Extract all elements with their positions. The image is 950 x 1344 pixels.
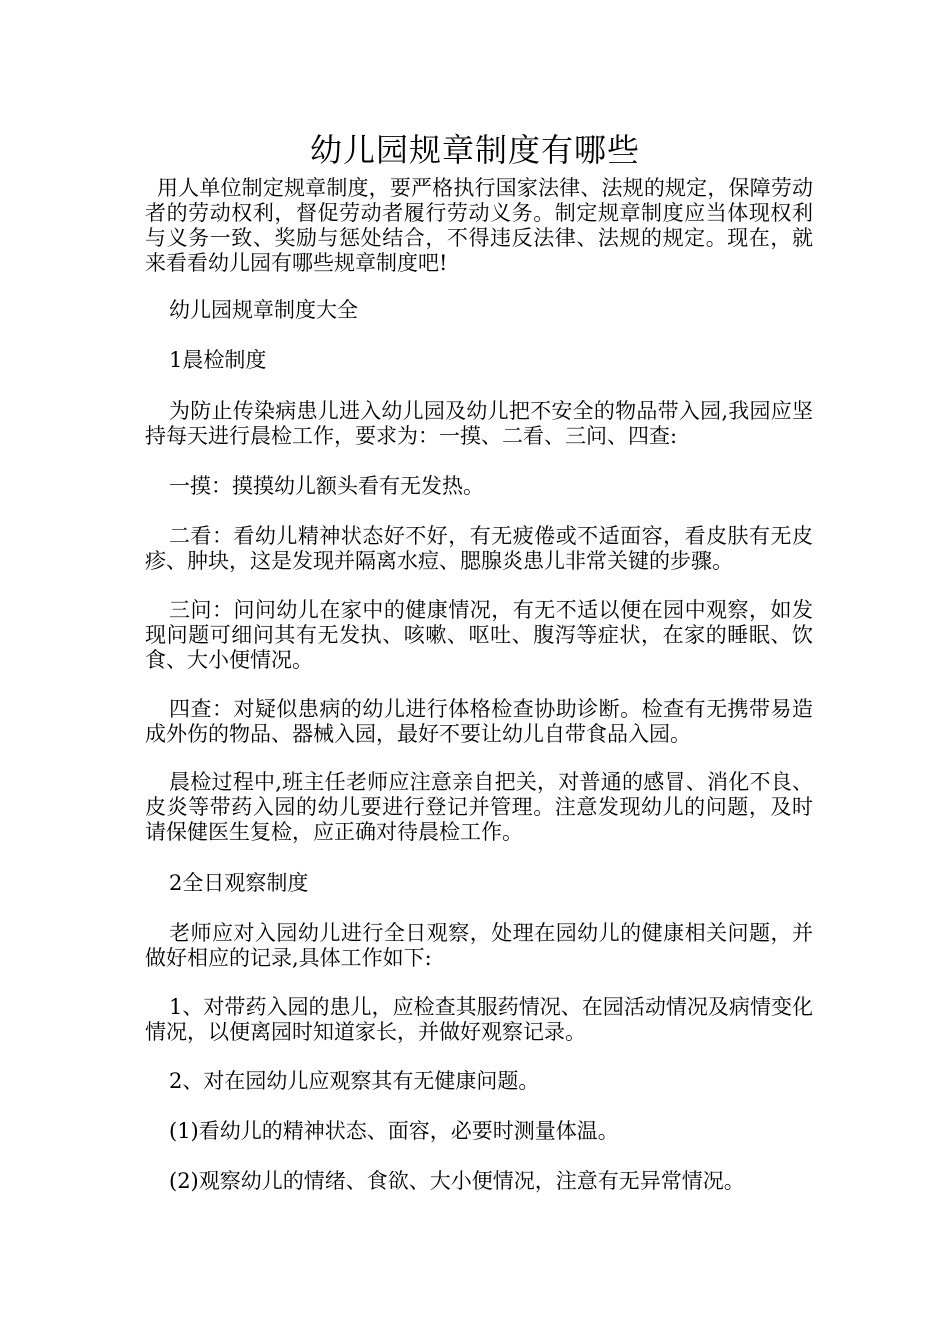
sub-item-2: (2)观察幼儿的情绪、食欲、大小便情况，注意有无异常情况。: [169, 1169, 745, 1193]
ask-paragraph: 三问：问问幼儿在家中的健康情况，有无不适以便在园中观察，如发现问题可细问其有无发执、咳嗽、呕吐、腹泻等症状，在家的睡眠、饮食、大小便情况。: [145, 598, 813, 672]
daily-observation-paragraph: 老师应对入园幼儿进行全日观察，处理在园幼儿的健康相关问题，并做好相应的记录,具体工作如下:: [145, 921, 813, 970]
touch-paragraph: 一摸：摸摸幼儿额头看有无发热。: [169, 474, 484, 498]
check-paragraph: 四查：对疑似患病的幼儿进行体格检查协助诊断。检查有无携带易造成外伤的物品、器械入园，最好不要让幼儿自带食品入园。: [145, 697, 813, 746]
morning-check-paragraph: 为防止传染病患儿进入幼儿园及幼儿把不安全的物品带入园,我园应坚持每天进行晨检工作，要求为：一摸、二看、三问、四查:: [145, 399, 813, 448]
section-heading-morning-check: 1晨检制度: [169, 348, 267, 372]
intro-paragraph: 用人单位制定规章制度，要严格执行国家法律、法规的规定，保障劳动者的劳动权利，督促劳动者履行劳动义务。制定规章制度应当体现权利与义务一致、奖励与惩处结合，不得违反法律、法规的规定。现在，就来看看幼儿园有哪些规章制度吧!: [145, 176, 813, 275]
sub-item-1: (1)看幼儿的精神状态、面容，必要时测量体温。: [169, 1119, 619, 1143]
document-title: 幼儿园规章制度有哪些: [309, 131, 640, 169]
section-heading-daily-observation: 2全日观察制度: [169, 871, 309, 895]
morning-check-process-paragraph: 晨检过程中,班主任老师应注意亲自把关，对普通的感冒、消化不良、皮炎等带药入园的幼儿要进行登记并管理。注意发现幼儿的问题，及时请保健医生复检，应正确对待晨检工作。: [145, 770, 813, 844]
list-item-2: 2、对在园幼儿应观察其有无健康问题。: [169, 1069, 540, 1093]
look-paragraph: 二看：看幼儿精神状态好不好，有无疲倦或不适面容，看皮肤有无皮疹、肿块，这是发现并隔离水痘、腮腺炎患儿非常关键的步骤。: [145, 524, 813, 573]
list-item-1: 1、对带药入园的患儿，应检查其服药情况、在园活动情况及病情变化情况，以便离园时知道家长，并做好观察记录。: [145, 995, 813, 1044]
section-heading-overview: 幼儿园规章制度大全: [169, 298, 358, 322]
